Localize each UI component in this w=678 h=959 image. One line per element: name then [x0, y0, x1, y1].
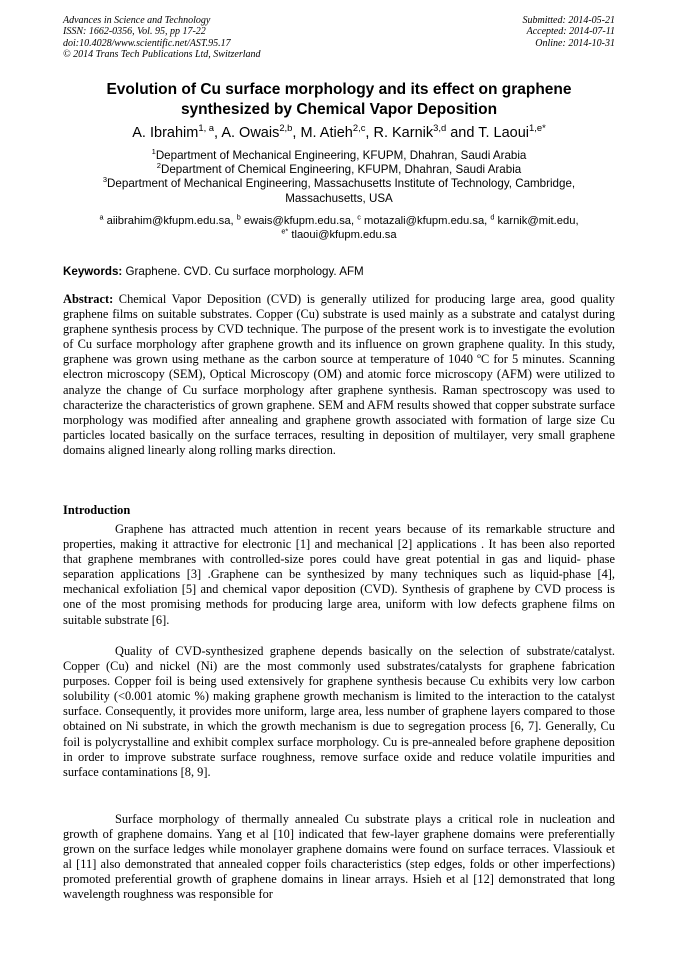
email-link[interactable]: ewais@kfupm.edu.sa	[243, 215, 352, 227]
author-list: A. Ibrahim$^{1, a}$, A. Owais$^{2,b}$, M. Atieh$^{2,c}$, R. Karnik$^{3,d}$ and T. Laoui$^{1,e*}$	[132, 122, 546, 141]
email-link[interactable]: motazali@kfupm.edu.sa	[363, 215, 485, 227]
affiliation: $^1$Department of Mechanical Engineering, KFUPM, Dhahran, Saudi Arabia	[151, 147, 527, 162]
affiliation: $^2$Department of Chemical Engineering, KFUPM, Dhahran, Saudi Arabia	[156, 161, 522, 177]
intro-paragraph-2: Quality of CVD-synthesized graphene depends basically on the selection of substrate/catalyst. Copper (Cu) and nickel (Ni) are the most commonly used substrates/catalysts for graphene fabrication purposes. Copper foil is being used extensively for graphene synthesis because Cu exhibits very low carbon solubility (<0.001 atomic %) making graphene growth mechanism is limited to the interaction to the catalyst surface. Consequently, it provides more uniform, large area, less number of graphene layers compared to those obtained on Ni substrate, in which the growth mechanism is due to segregation process [6, 7]. Generally, Cu foil is polycrystalline and exhibit complex surface morphology. Cu is pre-annealed before graphene deposition in order to improve substrate surface roughness, remove surface oxide and reduce volatile impurities and surface contaminations [8, 9].	[63, 644, 615, 779]
author-name: A. Ibrahim	[132, 125, 199, 141]
affiliations	[50, 149, 628, 206]
journal-issn: ISSN: 1662-0356, Vol. 95, pp 17-22	[63, 26, 206, 38]
author-sup: 1, a	[198, 122, 215, 134]
journal-copyright: © 2014 Trans Tech Publications Ltd, Switzerland	[63, 48, 261, 60]
abstract	[63, 292, 615, 458]
journal-doi: doi:10.4028/www.scientific.net/AST.95.17	[63, 37, 231, 49]
email-link[interactable]: aiibrahim@kfupm.edu.sa	[106, 215, 231, 227]
journal-info	[63, 15, 261, 60]
submitted-date: Submitted: 2014-05-21	[522, 15, 615, 26]
keywords-text: Graphene. CVD. Cu surface morphology. AFM	[122, 265, 364, 278]
title-line-2: synthesized by Chemical Vapor Deposition	[180, 101, 498, 118]
author-name: R. Karnik	[373, 125, 434, 141]
journal-name: Advances in Science and Technology	[63, 15, 211, 26]
keywords-label: Keywords:	[63, 265, 123, 278]
keywords	[63, 265, 364, 278]
abstract-label: Abstract:	[63, 292, 114, 306]
abstract-text: Chemical Vapor Deposition (CVD) is generally utilized for producing large area, good quality graphene films on suitable substrates. Copper (Cu) substrate is used mainly as a substrate and catalyst during graphene synthesis process by CVD technique. The purpose of the present work is to investigate the evolution of Cu surface morphology after graphene growth and its influence on grown graphene quality. In this study, graphene was grown using methane as the carbon source at temperature of 1040 ºC for 5 minutes. Scanning electron microscopy (SEM), Optical Microscopy (OM) and atomic force microscopy (AFM) were utilized to analyze the change of Cu surface morphology after graphene synthesis. Raman spectroscopy was used to characterize the characteristics of grown graphene. SEM and AFM results showed that copper substrate surface morphology was modified after annealing and graphene growth associated with formation of large size Cu particles located basically on the surface terraces, resulting in deposition of multilayer, very small graphene domains aligned linearly along rolling marks direction.	[63, 292, 615, 457]
author-name: T. Laoui	[478, 125, 529, 141]
accepted-date: Accepted: 2014-07-11	[526, 26, 615, 38]
author-sup: 2,c	[352, 122, 366, 134]
title-line-1: Evolution of Cu surface morphology and its effect on graphene	[106, 81, 572, 98]
author-sup: 2,b	[279, 122, 293, 134]
author-emails: $^a$ aiibrahim@kfupm.edu.sa, $^b$ ewais@kfupm.edu.sa, $^c$ motazali@kfupm.edu.sa, $^d$ karnik@mit.edu, $^{e*}$ tlaoui@kfupm.edu.sa	[99, 212, 579, 241]
publication-dates	[523, 15, 616, 49]
author-sup: 1,e*	[529, 122, 546, 134]
paper-title	[40, 80, 638, 120]
intro-paragraph-1: Graphene has attracted much attention in recent years because of its remarkable structure and properties, making it attractive for electronic [1] and mechanical [2] applications . It has been also reported that graphene membranes with controlled-size pores could have great potential in gas and liquid- phase separation applications [3] .Graphene can be synthesized by many techniques such as liquid-phase [4], mechanical exfoliation [5] and chemical vapor deposition (CVD). Synthesis of graphene by CVD process is one of the most promising methods for producing large area, uniform with low defects graphene films on suitable substrate [6].	[63, 522, 615, 627]
section-heading-introduction: Introduction	[63, 503, 131, 517]
online-date: Online: 2014-10-31	[535, 37, 615, 49]
email-link[interactable]: karnik@mit.edu	[497, 215, 576, 227]
email-link[interactable]: tlaoui@kfupm.edu.sa	[291, 229, 397, 241]
author-name: A. Owais	[221, 125, 280, 141]
author-name: M. Atieh	[300, 125, 353, 141]
author-sup: 3,d	[433, 122, 447, 134]
intro-paragraph-3: Surface morphology of thermally annealed Cu substrate plays a critical role in nucleation and growth of graphene domains. Yang et al [10] indicated that few-layer graphene domains were preferentially grown on the surface ledges while monolayer graphene domains were found on surface terraces. Vlassiouk et al [11] also demonstrated that annealed copper foils characteristics (step edges, folds or other imperfections) promoted preferential growth of graphene domains in linear arrays. Hsieh et al [12] demonstrated that long wavelength roughness was responsible for	[63, 812, 615, 902]
affiliation: Massachusetts, USA	[285, 191, 393, 205]
affiliation: $^3$Department of Mechanical Engineering, Massachusetts Institute of Technology, Cambridge,	[102, 175, 576, 191]
